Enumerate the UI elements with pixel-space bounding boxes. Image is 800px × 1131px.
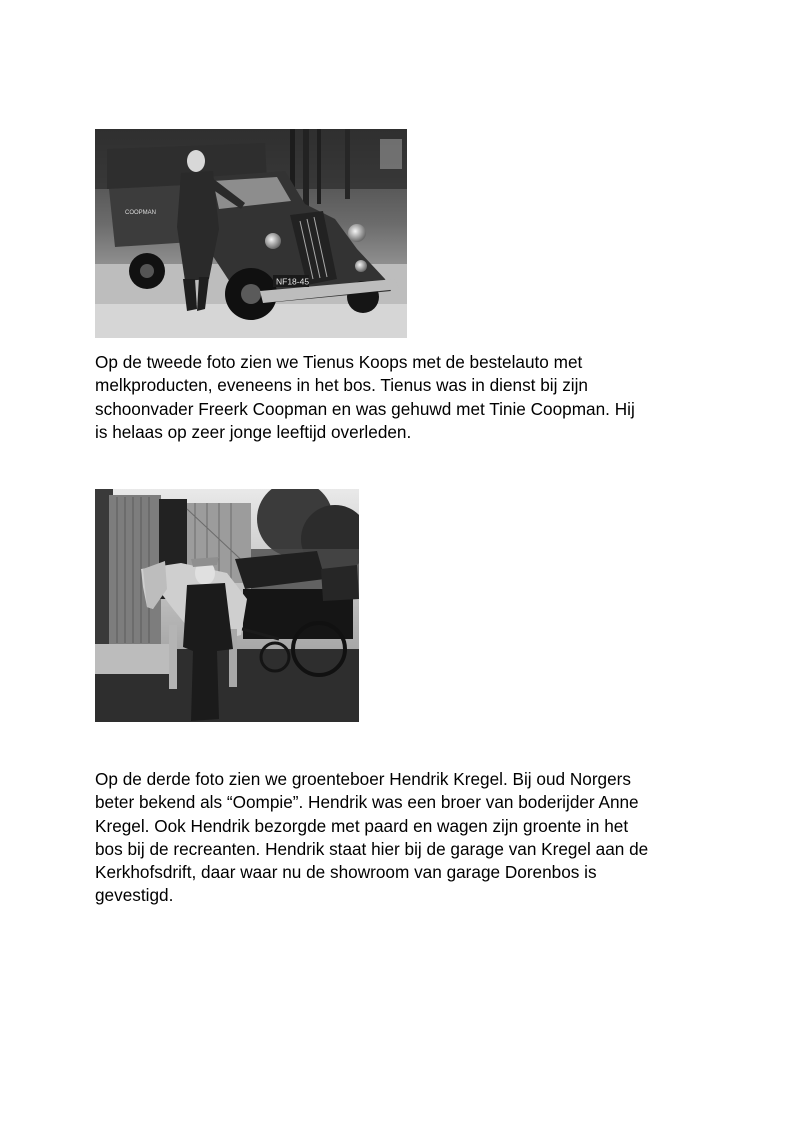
caption-tweede-foto xyxy=(95,351,635,444)
caption-line: is helaas op zeer jonge leeftijd overleden. xyxy=(95,421,412,442)
license-plate-text: NF18-45 xyxy=(276,276,310,287)
caption-line: Op de tweede foto zien we Tienus Koops met de bestelauto met xyxy=(95,352,583,372)
caption-line: schoonvader Freerk Coopman en was gehuwd met Tinie Coopman. Hij xyxy=(95,398,635,419)
caption-derde-foto xyxy=(95,768,648,908)
caption-line: melkproducten, eveneens in het bos. Tienus was in dienst bij zijn xyxy=(95,375,588,396)
truck-lettering: COOPMAN xyxy=(125,210,157,216)
caption-line: Op de derde foto zien we groenteboer Hendrik Kregel. Bij oud Norgers xyxy=(95,769,631,789)
caption-line: gevestigd. xyxy=(95,885,174,906)
caption-line: Kerkhofsdrift, daar waar nu de showroom van garage Dorenbos is xyxy=(95,862,597,883)
caption-line: Kregel. Ook Hendrik bezorgde met paard en wagen zijn groente in het xyxy=(95,815,629,836)
horse-and-cart-photo xyxy=(95,489,359,722)
caption-line: bos bij de recreanten. Hendrik staat hier bij de garage van Kregel aan de xyxy=(95,838,649,859)
caption-line: beter bekend als “Oompie”. Hendrik was een broer van boderijder Anne xyxy=(95,792,639,813)
delivery-truck-photo xyxy=(95,129,407,338)
